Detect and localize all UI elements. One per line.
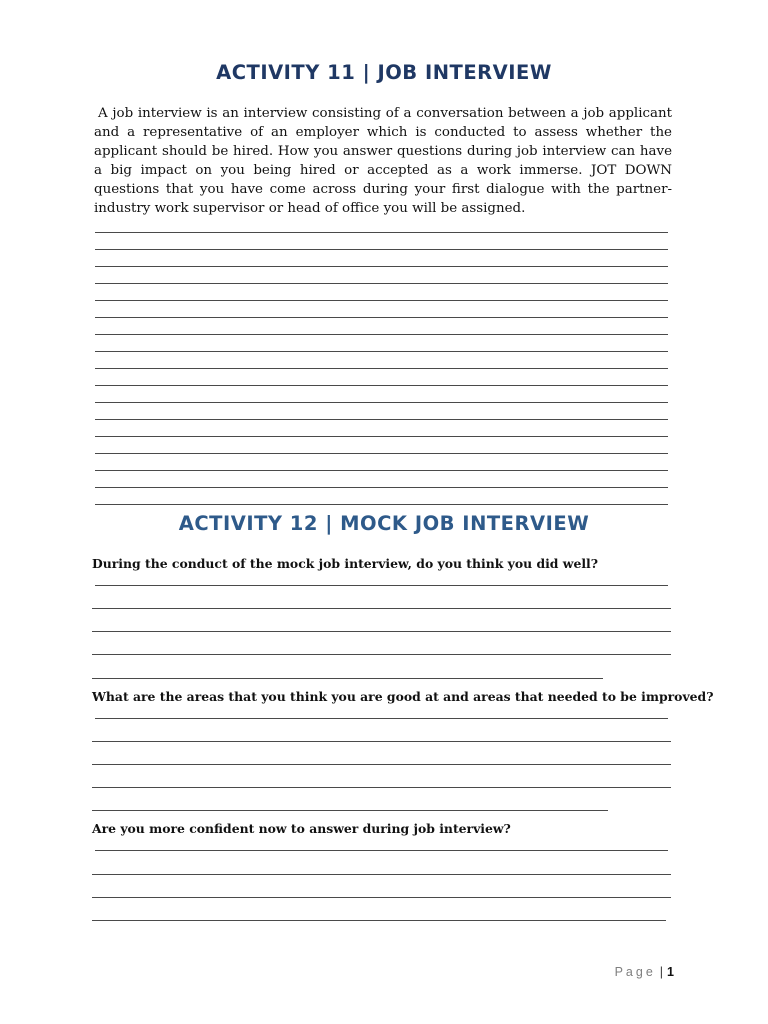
answer-line[interactable] (95, 368, 668, 369)
answer-line[interactable] (95, 436, 668, 437)
answer-line[interactable] (95, 317, 668, 318)
answer-line[interactable] (95, 266, 668, 267)
answer-line[interactable] (95, 283, 668, 284)
page-separator: | (659, 965, 664, 979)
answer-line[interactable] (95, 351, 668, 352)
answer-line[interactable] (92, 678, 603, 679)
answer-line[interactable] (95, 718, 668, 719)
answer-line[interactable] (92, 741, 671, 742)
question-1: During the conduct of the mock job interview, do you think you did well? (92, 556, 599, 571)
answer-line[interactable] (92, 787, 671, 788)
answer-line[interactable] (95, 850, 668, 851)
answer-line[interactable] (95, 453, 668, 454)
answer-line[interactable] (92, 920, 666, 921)
question-2: What are the areas that you think you are good at and areas that needed to be improved? (92, 689, 714, 704)
activity-12-title: ACTIVITY 12 | MOCK JOB INTERVIEW (178, 512, 590, 535)
answer-line[interactable] (92, 897, 671, 898)
answer-line[interactable] (92, 764, 671, 765)
activity-11-instructions (94, 104, 672, 218)
answer-line[interactable] (95, 470, 668, 471)
answer-line[interactable] (95, 385, 668, 386)
page-word: Page (614, 965, 656, 979)
answer-line[interactable] (92, 608, 671, 609)
activity-11-instructions-text: A job interview is an interview consisting of a conversation between a job applicant and a representative of an employer which is conducted to assess whether the applicant should be hired. How you answer questions during job interview can have a big impact on you being hired or accepted as a work immerse. JOT DOWN questions that you have come across during your first dialogue with the partner-industry work supervisor or head of office you will be assigned. (94, 106, 672, 216)
activity-11-title: ACTIVITY 11 | JOB INTERVIEW (216, 61, 552, 84)
answer-line[interactable] (95, 487, 668, 488)
answer-line[interactable] (92, 874, 671, 875)
answer-line[interactable] (92, 654, 671, 655)
page-number: 1 (667, 965, 674, 979)
answer-line[interactable] (95, 419, 668, 420)
answer-line[interactable] (95, 232, 668, 233)
answer-line[interactable] (95, 334, 668, 335)
answer-line[interactable] (95, 300, 668, 301)
answer-line[interactable] (95, 402, 668, 403)
answer-line[interactable] (95, 504, 668, 505)
answer-line[interactable] (92, 810, 608, 811)
page-footer (615, 965, 674, 979)
answer-line[interactable] (95, 585, 668, 586)
answer-line[interactable] (95, 249, 668, 250)
question-3: Are you more confident now to answer during job interview? (92, 821, 511, 836)
answer-line[interactable] (92, 631, 671, 632)
